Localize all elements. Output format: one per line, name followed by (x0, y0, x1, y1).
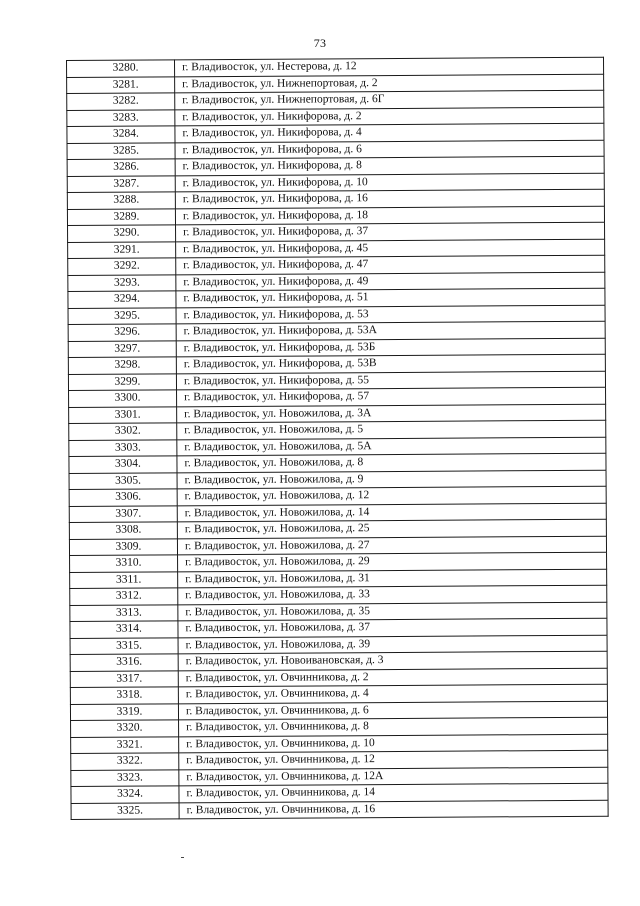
address-cell: г. Владивосток, ул. Новоивановская, д. 3 (178, 651, 607, 670)
address-cell: г. Владивосток, ул. Новожилова, д. 27 (177, 536, 606, 555)
address-cell: г. Владивосток, ул. Никифорова, д. 8 (175, 156, 604, 175)
row-number-cell: 3280. (67, 60, 175, 77)
row-number-cell: 3282. (67, 93, 175, 110)
row-number-cell: 3303. (69, 439, 177, 456)
row-number-cell: 3322. (71, 753, 179, 770)
row-number-cell: 3321. (71, 736, 179, 753)
address-cell: г. Владивосток, ул. Никифорова, д. 16 (175, 189, 604, 208)
address-cell: г. Владивосток, ул. Новожилова, д. 37 (178, 618, 607, 637)
address-cell: г. Владивосток, ул. Новожилова, д. 8 (177, 453, 606, 472)
row-number-cell: 3285. (67, 142, 175, 159)
address-cell: г. Владивосток, ул. Овчинникова, д. 10 (179, 734, 608, 753)
row-number-cell: 3318. (70, 687, 178, 704)
row-number-cell: 3288. (67, 192, 175, 209)
address-cell: г. Владивосток, ул. Овчинникова, д. 2 (178, 668, 607, 687)
row-number-cell: 3296. (68, 324, 176, 341)
address-cell: г. Владивосток, ул. Новожилова, д. 5А (177, 437, 606, 456)
address-cell: г. Владивосток, ул. Никифорова, д. 2 (175, 107, 604, 126)
row-number-cell: 3295. (68, 307, 176, 324)
address-cell: г. Владивосток, ул. Новожилова, д. 25 (177, 519, 606, 538)
row-number-cell: 3317. (70, 670, 178, 687)
address-cell: г. Владивосток, ул. Нижнепортовая, д. 2 (175, 74, 604, 93)
address-cell: г. Владивосток, ул. Овчинникова, д. 12 (179, 750, 608, 769)
address-cell: г. Владивосток, ул. Новожилова, д. 12 (177, 486, 606, 505)
address-cell: г. Владивосток, ул. Никифорова, д. 51 (176, 288, 605, 307)
row-number-cell: 3297. (68, 340, 176, 357)
row-number-cell: 3308. (69, 522, 177, 539)
address-table-body (67, 57, 609, 819)
address-cell: г. Владивосток, ул. Никифорова, д. 6 (175, 140, 604, 159)
row-number-cell: 3319. (70, 703, 178, 720)
address-cell: г. Владивосток, ул. Никифорова, д. 37 (176, 222, 605, 241)
row-number-cell: 3301. (69, 406, 177, 423)
row-number-cell: 3299. (68, 373, 176, 390)
address-cell: г. Владивосток, ул. Овчинникова, д. 4 (178, 684, 607, 703)
row-number-cell: 3284. (67, 126, 175, 143)
row-number-cell: 3304. (69, 456, 177, 473)
page-number: 73 (313, 36, 327, 50)
address-cell: г. Владивосток, ул. Овчинникова, д. 16 (179, 800, 608, 819)
address-cell: г. Владивосток, ул. Никифорова, д. 53В (176, 354, 605, 373)
row-number-cell: 3324. (71, 786, 179, 803)
row-number-cell: 3306. (69, 489, 177, 506)
address-cell: г. Владивосток, ул. Нестерова, д. 12 (175, 57, 604, 76)
row-number-cell: 3312. (70, 588, 178, 605)
address-cell: г. Владивосток, ул. Новожилова, д. 35 (178, 602, 607, 621)
row-number-cell: 3290. (68, 225, 176, 242)
row-number-cell: 3291. (68, 241, 176, 258)
scan-speck (181, 857, 184, 858)
row-number-cell: 3325. (71, 802, 179, 819)
table-row (71, 800, 608, 820)
row-number-cell: 3316. (70, 654, 178, 671)
row-number-cell: 3305. (69, 472, 177, 489)
row-number-cell: 3314. (70, 621, 178, 638)
address-cell: г. Владивосток, ул. Нижнепортовая, д. 6Г (175, 90, 604, 109)
row-number-cell: 3310. (70, 555, 178, 572)
row-number-cell: 3287. (67, 175, 175, 192)
row-number-cell: 3315. (70, 637, 178, 654)
row-number-cell: 3300. (69, 390, 177, 407)
row-number-cell: 3298. (68, 357, 176, 374)
address-cell: г. Владивосток, ул. Никифорова, д. 49 (176, 272, 605, 291)
row-number-cell: 3313. (70, 604, 178, 621)
address-cell: г. Владивосток, ул. Никифорова, д. 47 (176, 255, 605, 274)
address-cell: г. Владивосток, ул. Новожилова, д. 9 (177, 470, 606, 489)
address-cell: г. Владивосток, ул. Овчинникова, д. 14 (179, 783, 608, 802)
address-cell: г. Владивосток, ул. Никифорова, д. 10 (175, 173, 604, 192)
row-number-cell: 3283. (67, 109, 175, 126)
address-cell: г. Владивосток, ул. Никифорова, д. 53Б (176, 338, 605, 357)
row-number-cell: 3294. (68, 291, 176, 308)
row-number-cell: 3292. (68, 258, 176, 275)
row-number-cell: 3309. (69, 538, 177, 555)
address-cell: г. Владивосток, ул. Новожилова, д. 31 (178, 569, 607, 588)
address-cell: г. Владивосток, ул. Новожилова, д. 14 (177, 503, 606, 522)
address-cell: г. Владивосток, ул. Новожилова, д. 39 (178, 635, 607, 654)
address-cell: г. Владивосток, ул. Никифорова, д. 53 (176, 305, 605, 324)
address-cell: г. Владивосток, ул. Овчинникова, д. 12А (179, 767, 608, 786)
row-number-cell: 3323. (71, 769, 179, 786)
address-cell: г. Владивосток, ул. Новожилова, д. 3А (177, 404, 606, 423)
address-cell: г. Владивосток, ул. Новожилова, д. 5 (177, 420, 606, 439)
address-cell: г. Владивосток, ул. Никифорова, д. 45 (176, 239, 605, 258)
address-cell: г. Владивосток, ул. Новожилова, д. 33 (178, 585, 607, 604)
row-number-cell: 3307. (69, 505, 177, 522)
address-cell: г. Владивосток, ул. Новожилова, д. 29 (178, 552, 607, 571)
address-cell: г. Владивосток, ул. Никифорова, д. 55 (176, 371, 605, 390)
address-cell: г. Владивосток, ул. Никифорова, д. 57 (177, 387, 606, 406)
address-cell: г. Владивосток, ул. Овчинникова, д. 6 (178, 701, 607, 720)
address-cell: г. Владивосток, ул. Овчинникова, д. 8 (179, 717, 608, 736)
address-cell: г. Владивосток, ул. Никифорова, д. 4 (175, 123, 604, 142)
row-number-cell: 3289. (67, 208, 175, 225)
address-cell: г. Владивосток, ул. Никифорова, д. 53А (176, 321, 605, 340)
row-number-cell: 3320. (71, 720, 179, 737)
row-number-cell: 3281. (67, 76, 175, 93)
address-cell: г. Владивосток, ул. Никифорова, д. 18 (175, 206, 604, 225)
row-number-cell: 3293. (68, 274, 176, 291)
address-table (66, 57, 609, 820)
row-number-cell: 3286. (67, 159, 175, 176)
row-number-cell: 3311. (70, 571, 178, 588)
row-number-cell: 3302. (69, 423, 177, 440)
